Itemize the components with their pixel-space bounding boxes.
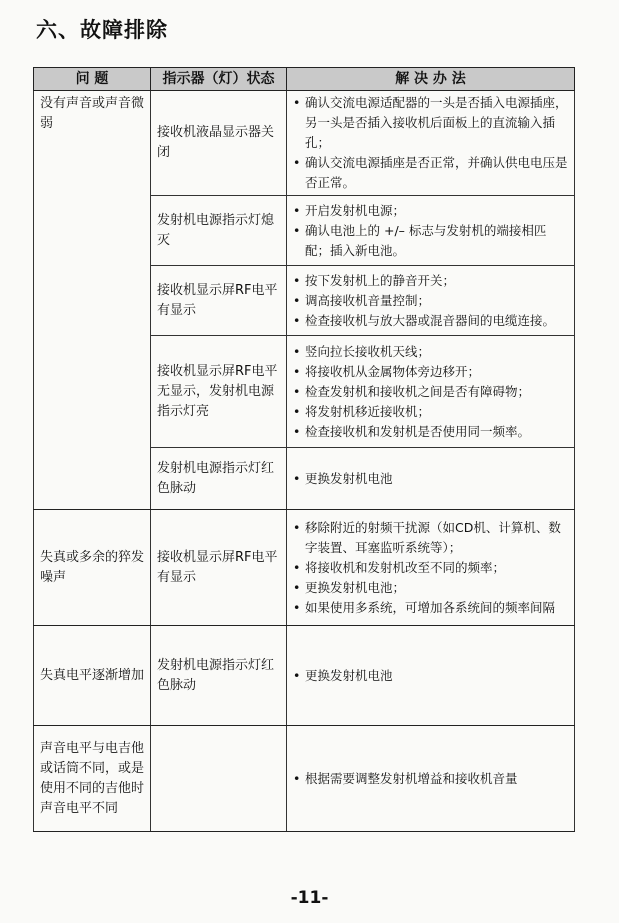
solution-item: • 如果使用多系统，可增加各系统间的频率间隔 — [293, 599, 556, 615]
status-cell: 接收机显示屏RF电平有显示 — [151, 266, 287, 336]
solution-item: • 确认电池上的 +/– 标志与发射机的端接相匹配；插入新电池。 — [293, 222, 547, 258]
status-cell — [151, 726, 287, 832]
problem-cell: 失真或多余的猝发噪声 — [34, 510, 151, 626]
problem-cell: 失真电平逐渐增加 — [34, 626, 151, 726]
solution-item: • 移除附近的射频干扰源（如CD机、计算机、数字装置、耳塞监听系统等）； — [293, 519, 561, 555]
solution-item: • 调高接收机音量控制； — [293, 292, 431, 308]
solution-cell — [287, 266, 575, 336]
solution-item: • 更换发射机电池； — [293, 579, 406, 595]
solution-item: • 更换发射机电池 — [293, 470, 393, 486]
status-cell: 接收机显示屏RF电平有显示 — [151, 510, 287, 626]
table-header-row — [34, 68, 575, 91]
solution-item: • 确认交流电源插座是否正常，并确认供电电压是否正常。 — [293, 155, 568, 190]
header-problem: 问 题 — [34, 68, 151, 91]
status-cell: 接收机液晶显示器关闭 — [151, 91, 287, 196]
solution-cell — [287, 510, 575, 626]
solution-cell — [287, 626, 575, 726]
page-number: -11- — [290, 888, 329, 908]
status-cell: 发射机电源指示灯红色脉动 — [151, 448, 287, 510]
table-row — [34, 626, 575, 726]
status-cell: 接收机显示屏RF电平无显示，发射机电源指示灯亮 — [151, 336, 287, 448]
solution-item: • 将接收机和发射机改至不同的频率； — [293, 559, 506, 575]
solution-cell — [287, 726, 575, 832]
solution-cell — [287, 336, 575, 448]
solution-item: • 根据需要调整发射机增益和接收机音量 — [293, 770, 518, 786]
page-title: 六、故障排除 — [36, 18, 168, 42]
solution-item: • 检查接收机和发射机是否使用同一频率。 — [293, 423, 531, 439]
problem-cell: 声音电平与电吉他或话筒不同，或是使用不同的吉他时声音电平不同 — [34, 726, 151, 832]
solution-cell — [287, 448, 575, 510]
status-cell: 发射机电源指示灯熄灭 — [151, 196, 287, 266]
troubleshooting-table — [33, 67, 575, 832]
header-indicator-status: 指示器（灯）状态 — [151, 68, 287, 91]
header-solution: 解 决 办 法 — [287, 68, 575, 91]
solution-item: • 检查接收机与放大器或混音器间的电缆连接。 — [293, 312, 556, 328]
status-cell: 发射机电源指示灯红色脉动 — [151, 626, 287, 726]
problem-cell: 没有声音或声音微弱 — [34, 91, 151, 510]
solution-item: • 开启发射机电源； — [293, 202, 406, 218]
solution-item: • 将接收机从金属物体旁边移开； — [293, 363, 481, 379]
solution-cell — [287, 91, 575, 196]
table-row — [34, 91, 575, 196]
solution-item: • 将发射机移近接收机； — [293, 403, 431, 419]
solution-item: • 确认交流电源适配器的一头是否插入电源插座，另一头是否插入接收机后面板上的直流输入插孔； — [293, 95, 568, 150]
solution-cell — [287, 196, 575, 266]
solution-item: • 按下发射机上的静音开关； — [293, 272, 456, 288]
solution-item: • 检查发射机和接收机之间是否有障碍物； — [293, 383, 531, 399]
solution-item: • 更换发射机电池 — [293, 667, 393, 683]
solution-item: • 竖向拉长接收机天线； — [293, 343, 431, 359]
table-row — [34, 726, 575, 832]
table-row — [34, 510, 575, 626]
